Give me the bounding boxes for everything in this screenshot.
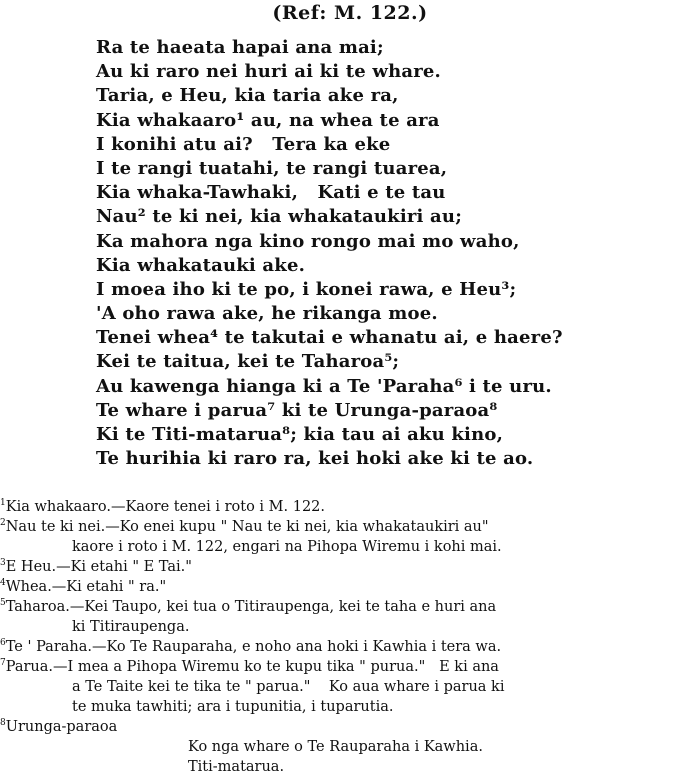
- reference-heading: (Ref: M. 122.): [272, 2, 428, 24]
- footnote-text: Urunga-paraoa: [5, 719, 118, 735]
- footnote-6: [0, 637, 700, 657]
- footnote-text: Parua.—I mea a Pihopa Wiremu ko te kupu tika " purua." E ki ana: [5, 659, 499, 675]
- footnote-2: [0, 517, 700, 537]
- footnote-text: Taharoa.—Kei Taupo, kei tua o Titiraupenga, kei te taha e huri ana: [5, 599, 497, 615]
- footnote-text: E Heu.—Ki etahi " E Tai.": [5, 559, 192, 575]
- footnote-number: 5: [0, 598, 6, 609]
- poem-line: Nau² te ki nei, kia whakataukiri au;: [96, 206, 463, 228]
- footnote-8-continuation: Ko nga whare o Te Rauparaha i Kawhia.: [188, 739, 483, 755]
- footnote-4: [0, 577, 700, 597]
- footnotes: [0, 497, 700, 777]
- poem-line: Ki te Titi-matarua⁸; kia tau ai aku kino,: [96, 424, 504, 445]
- footnote-5-continuation: ki Titiraupenga.: [72, 619, 190, 635]
- poem-line: Ka mahora nga kino rongo mai mo waho,: [96, 230, 520, 252]
- footnote-number: 1: [0, 498, 6, 509]
- poem-line: Kia whakaaro¹ au, na whea te ara: [96, 109, 440, 131]
- footnote-text: Whea.—Ki etahi " ra.": [5, 579, 167, 595]
- poem-line: Au kawenga hianga ki a Te 'Paraha⁶ i te uru.: [96, 375, 552, 397]
- footnote-3: [0, 557, 700, 577]
- footnote-8: [0, 717, 700, 737]
- footnote-text: Kia whakaaro.—Kaore tenei i roto i M. 122.: [5, 499, 326, 515]
- poem-line: Taria, e Heu, kia taria ake ra,: [96, 85, 399, 107]
- poem-line: Kei te taitua, kei te Taharoa⁵;: [96, 351, 400, 373]
- poem: [96, 36, 563, 471]
- footnote-7-continuation: te muka tawhiti; ara i tupunitia, i tuparutia.: [72, 699, 394, 715]
- footnote-7-continuation: a Te Taite kei te tika te " parua." Ko aua whare i parua ki: [72, 679, 505, 695]
- footnote-5: [0, 597, 700, 617]
- poem-line: Kia whaka-Tawhaki, Kati e te tau: [96, 182, 446, 204]
- footnote-number: 7: [0, 658, 6, 669]
- footnote-1: [0, 497, 700, 517]
- footnote-number: 3: [0, 558, 6, 569]
- poem-line: Tenei whea⁴ te takutai e whanatu ai, e haere?: [96, 327, 563, 349]
- poem-line: Te whare i parua⁷ ki te Urunga-paraoa⁸: [96, 399, 498, 421]
- poem-line: 'A oho rawa ake, he rikanga moe.: [96, 303, 438, 325]
- poem-line: Kia whakatauki ake.: [96, 254, 306, 276]
- footnote-text: Te ' Paraha.—Ko Te Rauparaha, e noho ana hoki i Kawhia i tera wa.: [5, 639, 502, 655]
- poem-line: I te rangi tuatahi, te rangi tuarea,: [96, 157, 448, 179]
- poem-line: Ra te haeata hapai ana mai;: [96, 37, 384, 58]
- footnote-number: 6: [0, 638, 6, 649]
- footnote-text: Nau te ki nei.—Ko enei kupu " Nau te ki nei, kia whakataukiri au": [5, 519, 489, 535]
- poem-line: I konihi atu ai? Tera ka eke: [96, 133, 391, 155]
- poem-line: I moea iho ki te po, i konei rawa, e Heu³;: [96, 278, 517, 300]
- footnote-number: 4: [0, 578, 6, 589]
- poem-line: Au ki raro nei huri ai ki te whare.: [96, 61, 442, 83]
- footnote-2-continuation: kaore i roto i M. 122, engari na Pihopa Wiremu i kohi mai.: [72, 539, 502, 555]
- footnote-8-continuation: Titi-matarua.: [188, 759, 285, 775]
- footnote-number: 8: [0, 718, 6, 729]
- footnote-7: [0, 657, 700, 677]
- poem-line: Te hurihia ki raro ra, kei hoki ake ki te ao.: [96, 448, 534, 470]
- footnote-number: 2: [0, 518, 6, 529]
